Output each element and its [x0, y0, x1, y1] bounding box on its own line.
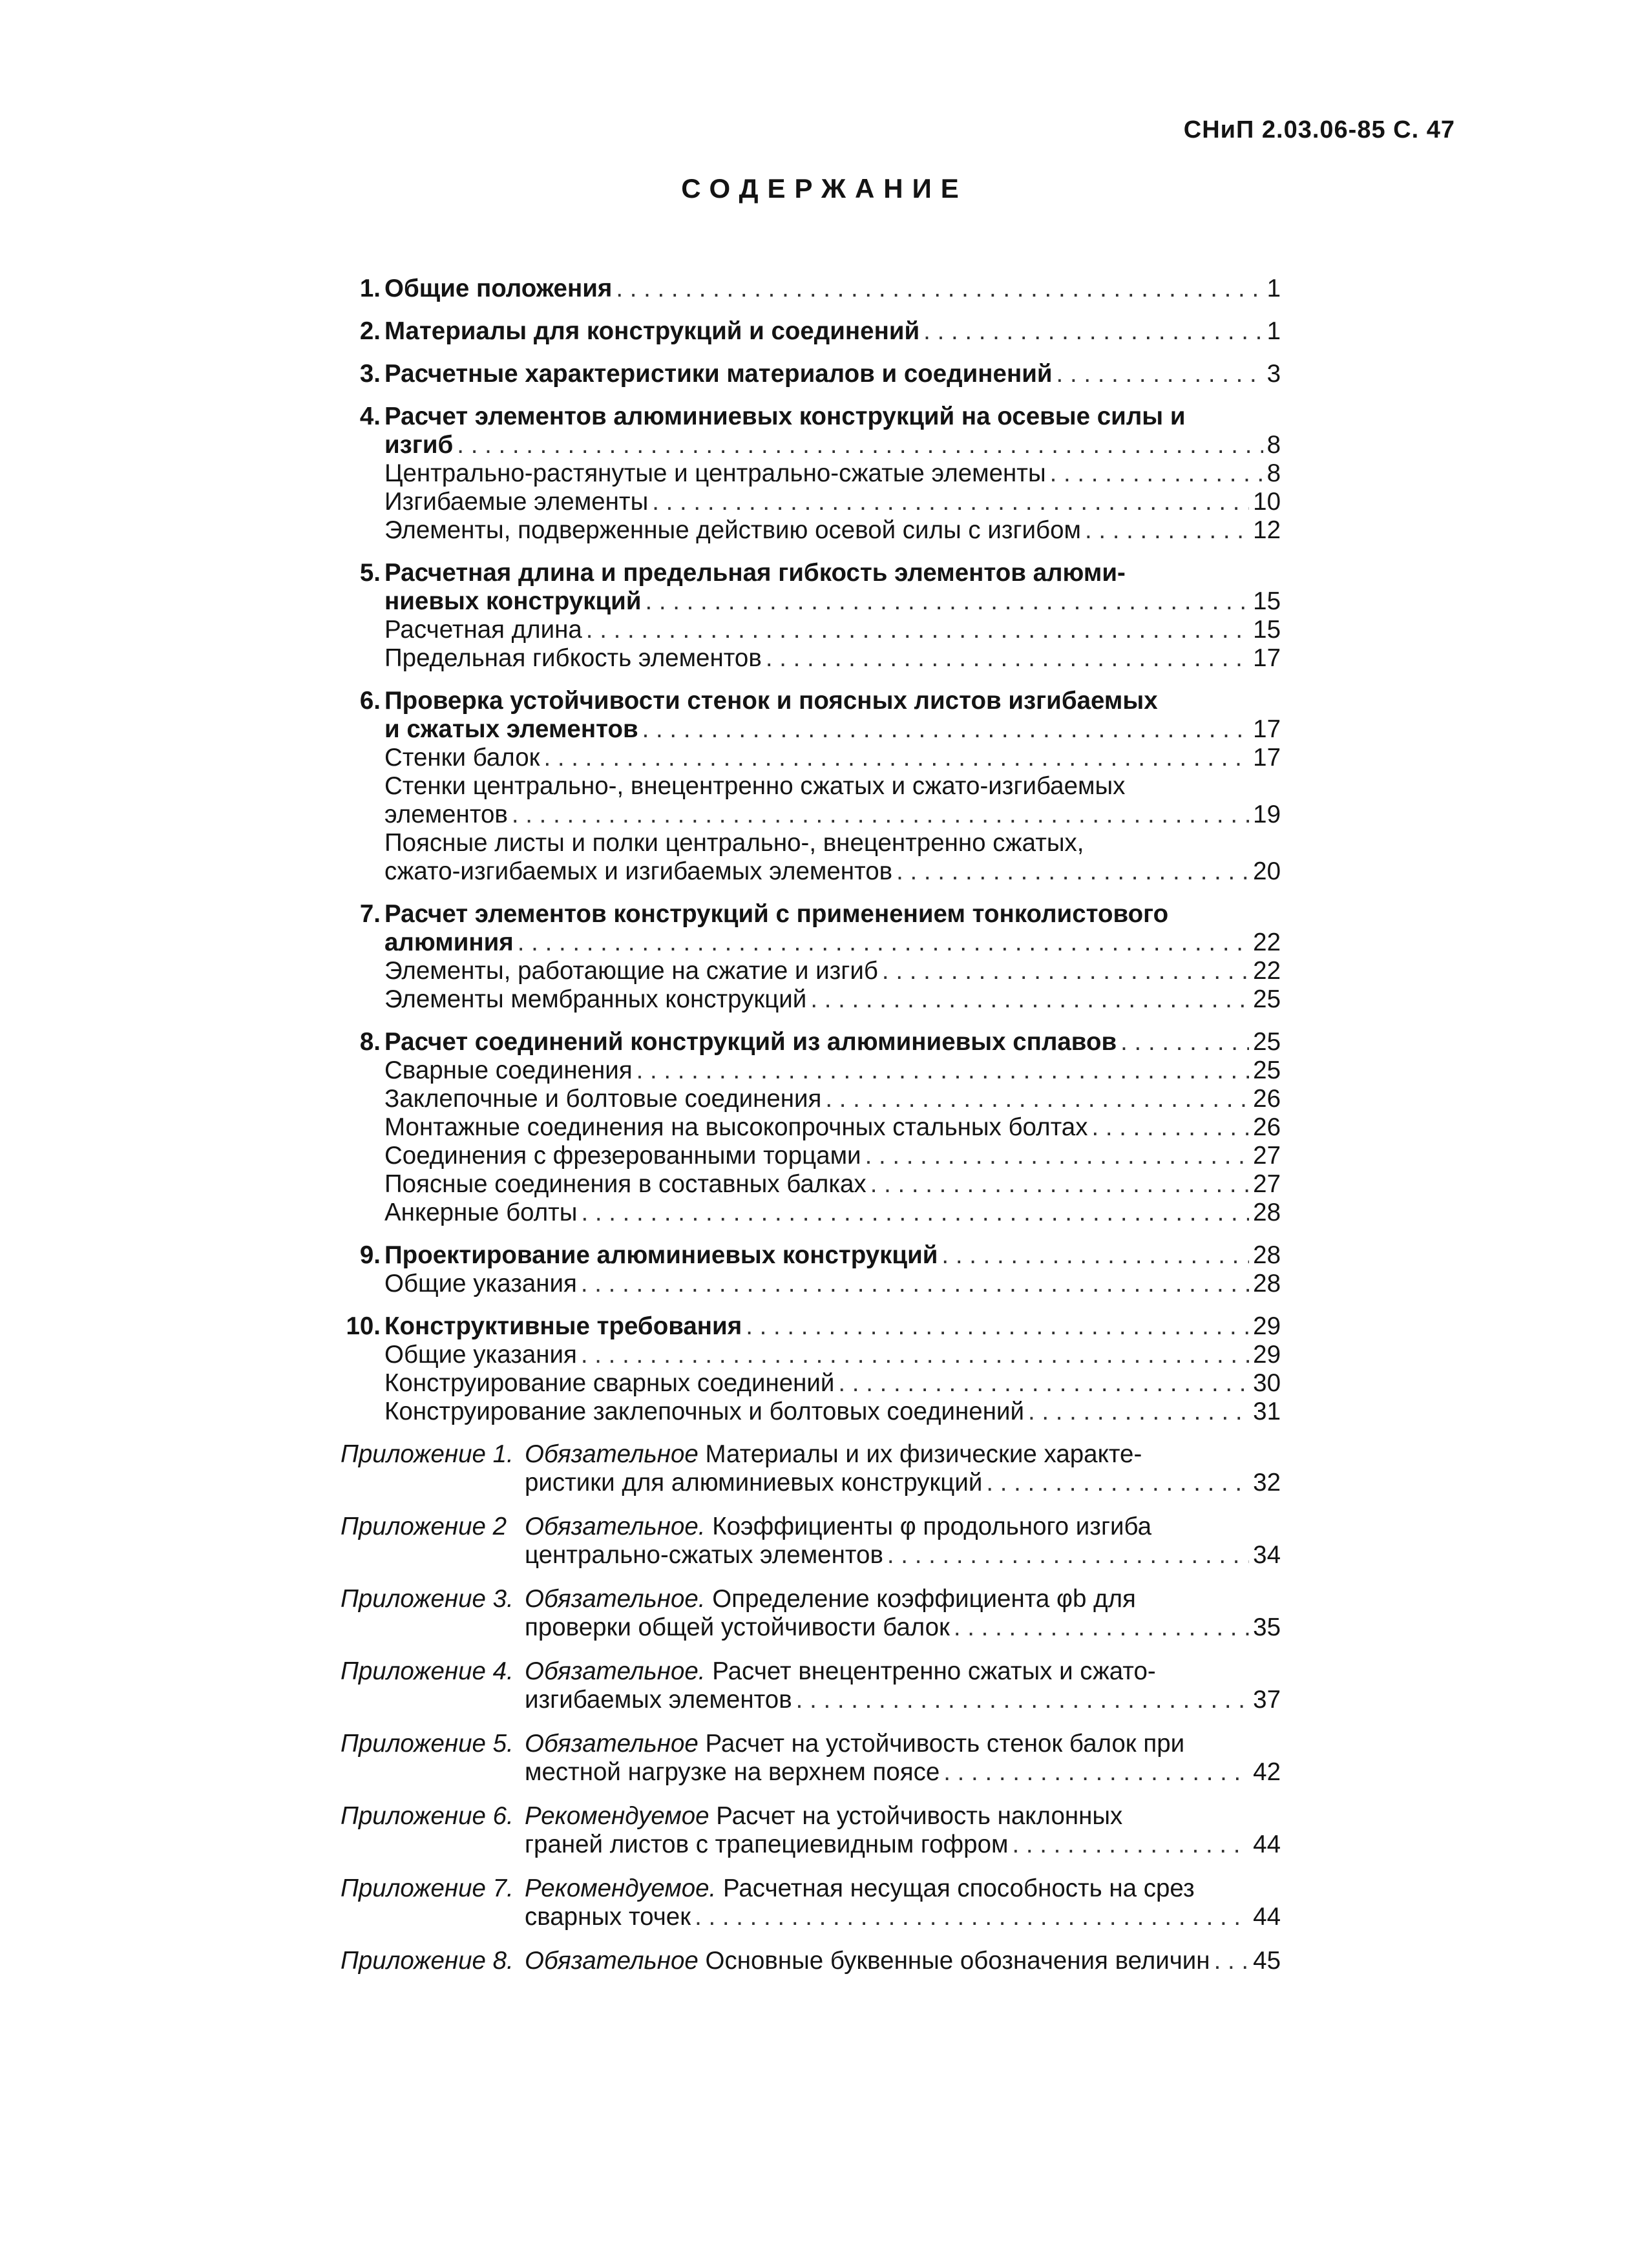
- appendix-entry: [341, 1947, 1281, 1975]
- page-number: 44: [1253, 1831, 1281, 1858]
- toc-subitem: [384, 957, 1281, 985]
- toc-line: [525, 1903, 1281, 1931]
- section-title-line: Расчетные характеристики материалов и соединений: [384, 360, 1053, 388]
- appendix-status: Рекомендуемое: [525, 1802, 709, 1830]
- toc-section: [341, 1241, 1281, 1298]
- subitem-text: Поясные соединения в составных балках: [384, 1170, 867, 1198]
- toc-line: [384, 985, 1281, 1014]
- appendix-label: Приложение 5.: [341, 1730, 514, 1758]
- subitem-text: Элементы мембранных конструкций: [384, 985, 807, 1013]
- page-number: 1: [1266, 317, 1281, 345]
- appendix-status: Обязательное.: [525, 1513, 706, 1540]
- section-title-line: и сжатых элементов: [384, 715, 638, 743]
- toc-line: [384, 1142, 1281, 1170]
- dot-leader: [512, 801, 1249, 829]
- toc-subitem: [384, 829, 1281, 886]
- appendix-body: [525, 1874, 1281, 1931]
- appendix-line: [525, 1730, 1281, 1758]
- toc-subitem: [384, 985, 1281, 1014]
- dot-leader: [636, 1056, 1250, 1085]
- appendix-desc-line: сварных точек: [525, 1903, 691, 1931]
- page-number: 27: [1253, 1142, 1281, 1170]
- appendix-desc: Расчет на устойчивость стенок балок при: [705, 1730, 1185, 1758]
- page-number: 28: [1253, 1241, 1281, 1269]
- appendix-label: Приложение 6.: [341, 1802, 514, 1830]
- dot-leader: [882, 957, 1249, 985]
- appendix-line: [525, 1947, 1281, 1975]
- toc-subitem: [384, 488, 1281, 516]
- subitem-text: Элементы, работающие на сжатие и изгиб: [384, 957, 878, 985]
- subitem-text: Конструирование заклепочных и болтовых соединений: [384, 1398, 1024, 1425]
- toc-line: [384, 1056, 1281, 1085]
- toc-section: [341, 317, 1281, 346]
- toc-line: [384, 360, 1281, 388]
- appendix-line: [525, 1440, 1281, 1469]
- subitem-text: Сварные соединения: [384, 1056, 633, 1084]
- subitem-text: Предельная гибкость элементов: [384, 644, 762, 672]
- dot-leader: [581, 1270, 1249, 1298]
- page-number: 26: [1253, 1113, 1281, 1141]
- appendix-status: Обязательное: [525, 1730, 698, 1758]
- section-title: [384, 275, 1281, 303]
- appendix-entry: [341, 1585, 1281, 1642]
- section-number: 1.: [359, 275, 381, 302]
- page-header: СНиП 2.03.06-85 С. 47: [1183, 116, 1455, 143]
- section-title-line: Расчетная длина и предельная гибкость элементов алюми-: [384, 559, 1126, 587]
- subitem-line: Поясные листы и полки центрально-, внецентренно сжатых,: [384, 829, 1084, 857]
- toc-line: [384, 1398, 1281, 1426]
- section-number: 7.: [359, 900, 381, 928]
- appendix-desc-line: местной нагрузке на верхнем поясе: [525, 1758, 940, 1786]
- dot-leader: [1056, 360, 1263, 388]
- subitem-text: Расчетная длина: [384, 616, 582, 644]
- toc-section: [341, 687, 1281, 886]
- toc-section: [341, 900, 1281, 1014]
- appendix-desc-line: центрально-сжатых элементов: [525, 1541, 883, 1569]
- page-number: 12: [1253, 516, 1281, 544]
- subitem-line: элементов: [384, 801, 508, 828]
- dot-leader: [941, 1241, 1249, 1270]
- section-title: [384, 1312, 1281, 1341]
- section-title: [384, 559, 1281, 616]
- dot-leader: [796, 1686, 1250, 1714]
- section-title-line: Проектирование алюминиевых конструкций: [384, 1241, 938, 1269]
- toc-line: [384, 644, 1281, 673]
- dot-leader: [652, 488, 1249, 516]
- subitem-text: Центрально-растянутые и центрально-сжатые элементы: [384, 459, 1046, 487]
- toc-line: [384, 929, 1281, 957]
- toc-line: [384, 616, 1281, 644]
- page-number: 20: [1253, 857, 1281, 885]
- appendix-body: [525, 1657, 1281, 1714]
- page-number: 19: [1253, 801, 1281, 828]
- section-number: 4.: [359, 403, 381, 430]
- appendix-desc: Расчет внецентренно сжатых и сжато-: [712, 1657, 1156, 1685]
- page-number: 15: [1253, 616, 1281, 644]
- section-heading: [341, 1312, 1281, 1341]
- page-number: 8: [1266, 459, 1281, 487]
- dot-leader: [581, 1199, 1249, 1227]
- section-title: [384, 1241, 1281, 1270]
- section-heading: [341, 1028, 1281, 1056]
- appendix-desc: Коэффициенты φ продольного изгиба: [712, 1513, 1152, 1540]
- section-number: 10.: [346, 1312, 381, 1340]
- appendix-label: Приложение 1.: [341, 1440, 514, 1468]
- section-title-line: изгиб: [384, 431, 454, 459]
- section-heading: [341, 317, 1281, 346]
- toc-line: [384, 516, 1281, 545]
- toc-subitem: [384, 1270, 1281, 1298]
- section-heading: [341, 559, 1281, 616]
- toc-line: [384, 1085, 1281, 1113]
- toc-subitem: [384, 516, 1281, 545]
- dot-leader: [766, 644, 1249, 673]
- section-heading: [341, 360, 1281, 388]
- toc-line: [384, 275, 1281, 303]
- section-number: 3.: [359, 360, 381, 388]
- page-number: 3: [1266, 360, 1281, 388]
- section-number: 6.: [359, 687, 381, 715]
- toc-line: [384, 715, 1281, 744]
- toc-line: [384, 459, 1281, 488]
- dot-leader: [457, 431, 1263, 459]
- appendix-desc-line: проверки общей устойчивости балок: [525, 1613, 950, 1641]
- dot-leader: [518, 929, 1249, 957]
- page-number: 27: [1253, 1170, 1281, 1198]
- appendix-body: [525, 1440, 1281, 1497]
- toc-subitem: [384, 1142, 1281, 1170]
- toc-subitem: [384, 1085, 1281, 1113]
- page-number: 15: [1253, 587, 1281, 615]
- section-title-line: алюминия: [384, 929, 514, 956]
- toc-line: [384, 431, 1281, 459]
- toc-line: [384, 1270, 1281, 1298]
- appendix-label: Приложение 4.: [341, 1657, 514, 1685]
- page-number: 44: [1253, 1903, 1281, 1931]
- subitem-text: Заклепочные и болтовые соединения: [384, 1085, 822, 1113]
- appendix-line-text: [525, 1947, 1210, 1975]
- page-title: СОДЕРЖАНИЕ: [681, 173, 968, 204]
- toc-line: [525, 1469, 1281, 1497]
- page-number: 45: [1253, 1947, 1281, 1975]
- appendix-desc: Расчетная несущая способность на срез: [722, 1874, 1195, 1902]
- dot-leader: [1091, 1113, 1249, 1142]
- section-heading: [341, 403, 1281, 459]
- appendix-entry: [341, 1513, 1281, 1570]
- toc-line: [384, 1199, 1281, 1227]
- page-number: 28: [1253, 1199, 1281, 1226]
- subitem-text: Элементы, подверженные действию осевой силы с изгибом: [384, 516, 1081, 544]
- page-number: 10: [1253, 488, 1281, 516]
- section-number: 5.: [359, 559, 381, 587]
- toc-section: [341, 1312, 1281, 1426]
- appendix-desc: Определение коэффициента φb для: [712, 1585, 1136, 1613]
- appendix-label: Приложение 7.: [341, 1874, 514, 1902]
- toc-line: [384, 1312, 1281, 1341]
- page-number: 8: [1266, 431, 1281, 459]
- appendix-body: [525, 1585, 1281, 1642]
- toc-subitem: [384, 644, 1281, 673]
- toc-subitem: [384, 772, 1281, 829]
- dot-leader: [838, 1369, 1249, 1398]
- subitem-text: Общие указания: [384, 1270, 577, 1297]
- appendix-status: Обязательное.: [525, 1657, 706, 1685]
- page-number: 42: [1253, 1758, 1281, 1786]
- page-number: 30: [1253, 1369, 1281, 1397]
- page-number: 37: [1253, 1686, 1281, 1714]
- toc-section: [341, 275, 1281, 303]
- toc-line: [384, 488, 1281, 516]
- dot-leader: [616, 275, 1263, 303]
- toc-line: [384, 1028, 1281, 1056]
- appendix-entry: [341, 1802, 1281, 1859]
- section-heading: [341, 275, 1281, 303]
- appendix-label: Приложение 8.: [341, 1947, 514, 1975]
- dot-leader: [1120, 1028, 1249, 1056]
- dot-leader: [1028, 1398, 1249, 1426]
- dot-leader: [1214, 1947, 1250, 1975]
- dot-leader: [581, 1341, 1249, 1369]
- toc-subitem: [384, 1113, 1281, 1142]
- section-title: [384, 1028, 1281, 1056]
- appendix-line: [525, 1585, 1281, 1613]
- toc-line: [525, 1686, 1281, 1714]
- toc-line: [384, 1369, 1281, 1398]
- subitem-text: Стенки балок: [384, 744, 540, 772]
- dot-leader: [943, 1758, 1249, 1787]
- appendix-desc: Материалы и их физические характе-: [705, 1440, 1142, 1468]
- dot-leader: [642, 715, 1250, 744]
- toc-section: [341, 360, 1281, 388]
- subitem-text: Конструирование сварных соединений: [384, 1369, 835, 1397]
- page-number: 22: [1253, 957, 1281, 985]
- appendix-label: Приложение 2: [341, 1513, 507, 1540]
- subitem-text: Соединения с фрезерованными торцами: [384, 1142, 861, 1170]
- page-number: 25: [1253, 985, 1281, 1013]
- section-title: [384, 900, 1281, 957]
- appendix-list: [341, 1440, 1281, 1975]
- toc-subitem: [384, 1199, 1281, 1227]
- toc-line: [384, 957, 1281, 985]
- appendix-body: [525, 1947, 1281, 1975]
- appendix-status: Обязательное: [525, 1947, 698, 1975]
- appendix-entry: [341, 1440, 1281, 1497]
- appendix-label: Приложение 3.: [341, 1585, 514, 1613]
- subitem-text: Общие указания: [384, 1341, 577, 1369]
- dot-leader: [923, 317, 1263, 346]
- section-title-line: Конструктивные требования: [384, 1312, 742, 1340]
- toc-section: [341, 403, 1281, 545]
- toc-line: [384, 857, 1281, 886]
- appendix-desc-line: граней листов с трапециевидным гофром: [525, 1831, 1009, 1858]
- appendix-body: [525, 1513, 1281, 1570]
- page-number: 1: [1266, 275, 1281, 302]
- dot-leader: [746, 1312, 1249, 1341]
- toc-subitem: [384, 1398, 1281, 1426]
- dot-leader: [1050, 459, 1263, 488]
- section-title-line: ниевых конструкций: [384, 587, 642, 615]
- appendix-status: Обязательное: [525, 1440, 698, 1468]
- page-number: 32: [1253, 1469, 1281, 1496]
- section-number: 2.: [359, 317, 381, 345]
- page-number: 29: [1253, 1312, 1281, 1340]
- subitem-line: сжато-изгибаемых и изгибаемых элементов: [384, 857, 893, 885]
- section-title: [384, 687, 1281, 744]
- subitem-line: Стенки центрально-, внецентренно сжатых и сжато-изгибаемых: [384, 772, 1126, 800]
- section-title-line: Общие положения: [384, 275, 613, 302]
- page-number: 25: [1253, 1028, 1281, 1056]
- section-heading: [341, 1241, 1281, 1270]
- page-number: 25: [1253, 1056, 1281, 1084]
- dot-leader: [887, 1541, 1249, 1570]
- toc-line: [384, 1341, 1281, 1369]
- section-title: [384, 403, 1281, 459]
- page-number: 28: [1253, 1270, 1281, 1297]
- toc-line: [384, 317, 1281, 346]
- dot-leader: [954, 1613, 1249, 1642]
- toc-line: [384, 1241, 1281, 1270]
- section-title-line: Расчет элементов алюминиевых конструкций на осевые силы и: [384, 403, 1186, 430]
- appendix-body: [525, 1802, 1281, 1859]
- page-number: 17: [1253, 744, 1281, 772]
- toc-line: [384, 744, 1281, 772]
- page-number: 31: [1253, 1398, 1281, 1425]
- page-number: 17: [1253, 715, 1281, 743]
- toc-subitem: [384, 616, 1281, 644]
- toc-section: [341, 559, 1281, 673]
- toc-line: [384, 587, 1281, 616]
- appendix-desc: Основные буквенные обозначения величин: [705, 1947, 1210, 1975]
- page-number: 22: [1253, 929, 1281, 956]
- section-heading: [341, 687, 1281, 744]
- toc-line: [525, 1758, 1281, 1787]
- dot-leader: [543, 744, 1249, 772]
- toc-line: [525, 1831, 1281, 1859]
- appendix-line: [525, 1802, 1281, 1831]
- subitem-text: Изгибаемые элементы: [384, 488, 649, 516]
- toc-subitem: [384, 1170, 1281, 1199]
- dot-leader: [695, 1903, 1249, 1931]
- appendix-line: [525, 1513, 1281, 1541]
- table-of-contents: [341, 275, 1281, 1991]
- toc-subitem: [384, 459, 1281, 488]
- toc-subitem: [384, 744, 1281, 772]
- toc-line: [384, 1113, 1281, 1142]
- section-number: 9.: [359, 1241, 381, 1269]
- dot-leader: [645, 587, 1249, 616]
- section-heading: [341, 900, 1281, 957]
- appendix-line: [525, 1657, 1281, 1686]
- toc-subitem: [384, 1369, 1281, 1398]
- toc-subitem: [384, 1341, 1281, 1369]
- toc-line: [384, 801, 1281, 829]
- dot-leader: [896, 857, 1249, 886]
- appendix-entry: [341, 1657, 1281, 1714]
- appendix-body: [525, 1730, 1281, 1787]
- section-title-line: Материалы для конструкций и соединений: [384, 317, 920, 345]
- toc-line: [525, 1541, 1281, 1570]
- appendix-status: Обязательное.: [525, 1585, 706, 1613]
- appendix-entry: [341, 1874, 1281, 1931]
- dot-leader: [586, 616, 1249, 644]
- toc-line: [525, 1613, 1281, 1642]
- section-title-line: Расчет элементов конструкций с применением тонколистового: [384, 900, 1169, 928]
- page-number: 17: [1253, 644, 1281, 672]
- section-title: [384, 317, 1281, 346]
- dot-leader: [1085, 516, 1249, 545]
- subitem-text: Анкерные болты: [384, 1199, 578, 1226]
- toc-line: [384, 1170, 1281, 1199]
- subitem-text: Монтажные соединения на высокопрочных стальных болтах: [384, 1113, 1088, 1141]
- appendix-line: [525, 1874, 1281, 1903]
- toc-section: [341, 1028, 1281, 1227]
- section-title: [384, 360, 1281, 388]
- section-number: 8.: [359, 1028, 381, 1056]
- dot-leader: [810, 985, 1249, 1014]
- dot-leader: [986, 1469, 1249, 1497]
- dot-leader: [825, 1085, 1249, 1113]
- appendix-desc-line: изгибаемых элементов: [525, 1686, 792, 1714]
- section-title-line: Проверка устойчивости стенок и поясных листов изгибаемых: [384, 687, 1158, 715]
- section-title-line: Расчет соединений конструкций из алюминиевых сплавов: [384, 1028, 1117, 1056]
- page-number: 35: [1253, 1613, 1281, 1641]
- page-number: 29: [1253, 1341, 1281, 1369]
- dot-leader: [1012, 1831, 1249, 1859]
- appendix-desc-line: ристики для алюминиевых конструкций: [525, 1469, 983, 1496]
- appendix-status: Рекомендуемое.: [525, 1874, 717, 1902]
- page-number: 34: [1253, 1541, 1281, 1569]
- page-number: 26: [1253, 1085, 1281, 1113]
- dot-leader: [865, 1142, 1250, 1170]
- appendix-desc: Расчет на устойчивость наклонных: [716, 1802, 1123, 1830]
- dot-leader: [870, 1170, 1249, 1199]
- appendix-entry: [341, 1730, 1281, 1787]
- toc-subitem: [384, 1056, 1281, 1085]
